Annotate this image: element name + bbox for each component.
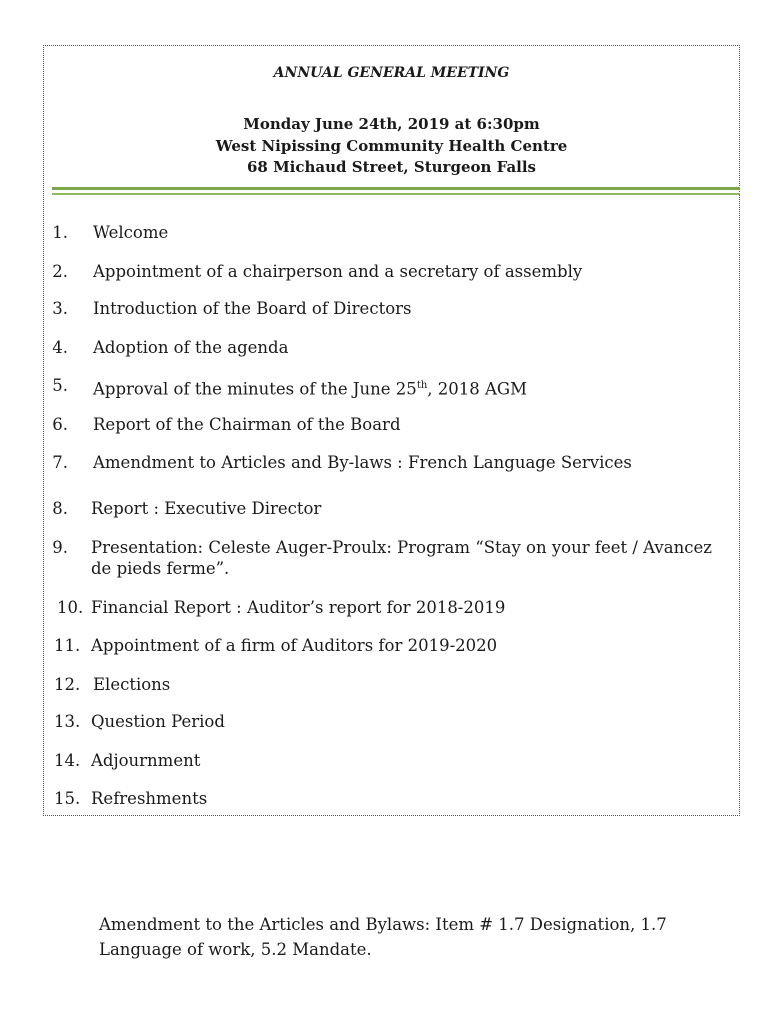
agenda-item-text: Elections (93, 675, 171, 694)
agenda-frame (43, 45, 740, 816)
header-divider (52, 187, 740, 190)
bylaws-note: Amendment to the Articles and Bylaws: Item # 1.7 Designation, 1.7 Language of work, 5.2 Mandate. (99, 915, 667, 959)
meeting-date: Monday June 24th, 2019 at 6:30pm (243, 115, 540, 133)
agenda-item-number: 9. (52, 538, 68, 557)
agenda-item-number: 5. (52, 376, 68, 395)
agenda-item-number: 2. (52, 262, 68, 281)
meeting-title: ANNUAL GENERAL MEETING (273, 65, 510, 81)
agenda-item-text: Amendment to Articles and By-laws : French Language Services (93, 453, 632, 472)
header-divider-thin (52, 193, 740, 195)
agenda-item-text: Adjournment (91, 751, 201, 770)
agenda-item-text: Financial Report : Auditor’s report for 2018-2019 (91, 598, 506, 617)
agenda-item-text: Adoption of the agenda (93, 338, 289, 357)
agenda-item-text: Report of the Chairman of the Board (93, 415, 401, 434)
agenda-item-number: 12. (54, 675, 81, 694)
agenda-item-number: 8. (52, 499, 68, 518)
agenda-item-text: Welcome (93, 223, 169, 242)
agenda-item-number: 15. (54, 789, 81, 808)
agenda-item-number: 1. (52, 223, 68, 242)
agenda-item-number: 3. (52, 299, 68, 318)
agenda-item-text: Introduction of the Board of Directors (93, 299, 412, 318)
agenda-item-text: Report : Executive Director (91, 499, 322, 518)
agenda-item-number: 4. (52, 338, 68, 357)
agenda-item-text: Approval of the minutes of the June 25th, 2018 AGM (93, 379, 527, 399)
agenda-item-number: 13. (54, 712, 81, 731)
agenda-item-text: Appointment of a firm of Auditors for 2019-2020 (91, 636, 498, 655)
agenda-item-number: 6. (52, 415, 68, 434)
agenda-item-number: 7. (52, 453, 68, 472)
agenda-item-text: Refreshments (91, 789, 208, 808)
agenda-item-number: 11. (54, 636, 81, 655)
agenda-item-text: Question Period (91, 712, 225, 731)
agenda-item-text: Presentation: Celeste Auger-Proulx: Program “Stay on your feet / Avancez de pieds ferme”. (91, 538, 712, 578)
meeting-address: 68 Michaud Street, Sturgeon Falls (246, 158, 537, 176)
meeting-venue: West Nipissing Community Health Centre (215, 137, 568, 155)
agenda-item-number: 10. (57, 598, 84, 617)
agenda-item-text: Appointment of a chairperson and a secretary of assembly (93, 262, 583, 281)
agenda-item-number: 14. (54, 751, 81, 770)
